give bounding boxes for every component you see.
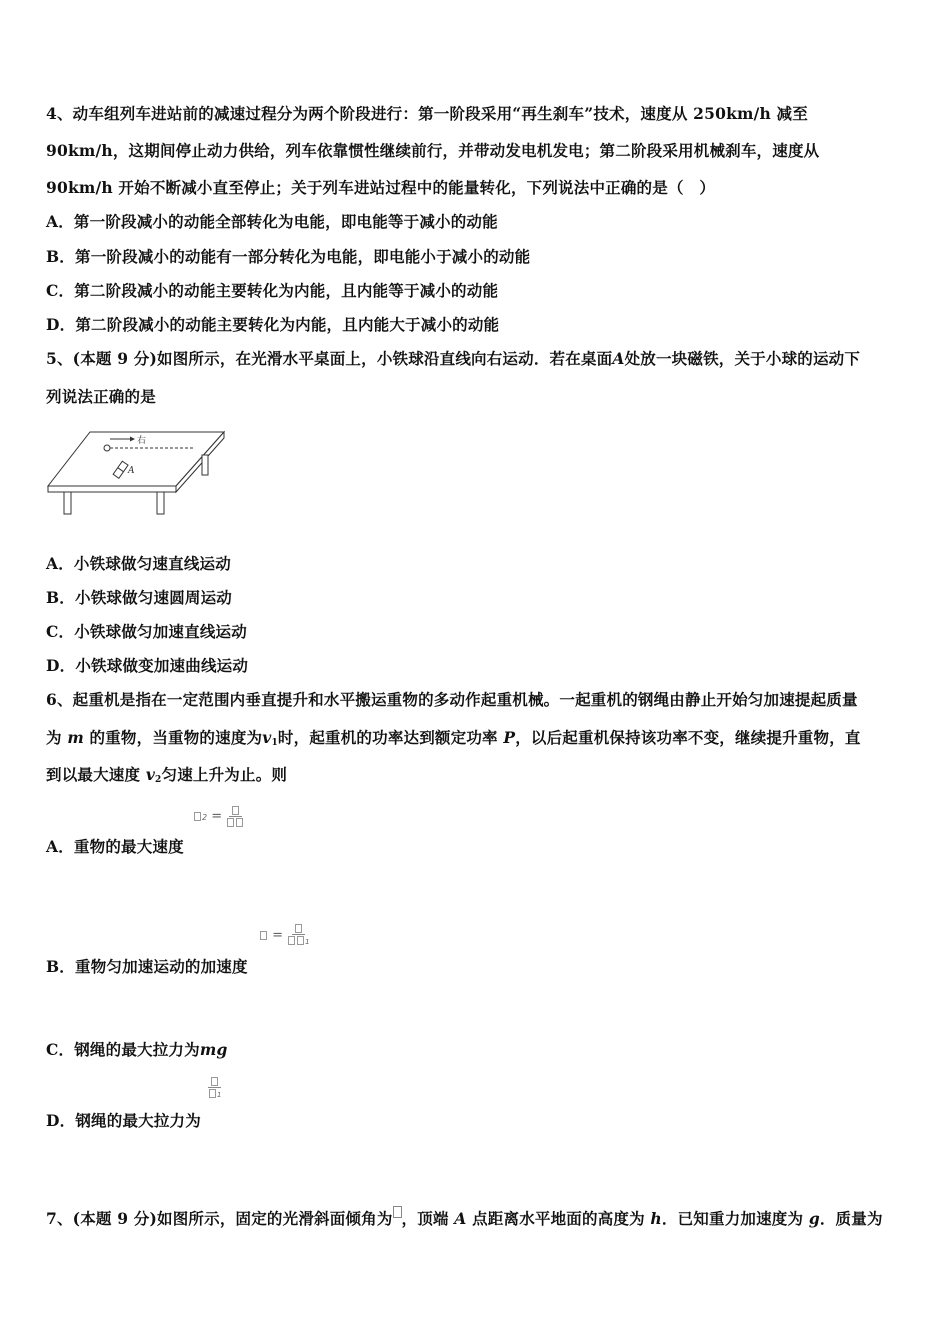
- q6-formula-d: 1: [208, 1077, 221, 1100]
- q4-stem-line-3: 90km/h 开始不断减小直至停止；关于列车进站过程中的能量转化，下列说法中正确的是（ ）: [46, 178, 716, 197]
- q6-option-b: B．重物匀加速运动的加速度: [46, 957, 248, 976]
- q5-stem-line-2: 列说法正确的是: [46, 387, 156, 406]
- table-leg-front-left: [64, 492, 71, 514]
- theta-placeholder: [393, 1206, 402, 1218]
- q5-option-a: A．小铁球做匀速直线运动: [46, 554, 231, 573]
- q4-option-b: B．第一阶段减小的动能有一部分转化为电能，即电能小于减小的动能: [46, 247, 531, 266]
- q6-option-c: C．钢绳的最大拉力为mg: [46, 1040, 228, 1059]
- q4-option-c: C．第二阶段减小的动能主要转化为内能，且内能等于减小的动能: [46, 281, 499, 300]
- q6-option-a: A．重物的最大速度: [46, 837, 184, 856]
- q7-stem-line-1: 7、(本题 9 分)如图所示，固定的光滑斜面倾角为 ，顶端 A 点距离水平地面的高度为 h．已知重力加速度为 g．质量为: [46, 1206, 883, 1229]
- q6-stem-line-1: 6、起重机是指在一定范围内垂直提升和水平搬运重物的多动作起重机械。一起重机的钢绳由静止开始匀加速提起质量: [46, 690, 858, 709]
- q5-stem-line-1: 5、(本题 9 分)如图所示，在光滑水平桌面上，小铁球沿直线向右运动．若在桌面A处放一块磁铁，关于小球的运动下: [46, 349, 861, 368]
- q5-option-b: B．小铁球做匀速圆周运动: [46, 588, 233, 607]
- q4-stem-line-2: 90km/h，这期间停止动力供给，列车依靠惯性继续前行，并带动发电机发电；第二阶段采用机械刹车，速度从: [46, 141, 820, 160]
- direction-label: 右: [137, 436, 147, 446]
- q6-formula-b: = 1: [259, 924, 310, 947]
- q6-formula-a: 2 =: [193, 806, 244, 827]
- q4-stem-line-1: 4、动车组列车进站前的减速过程分为两个阶段进行：第一阶段采用“再生刹车”技术，速度从 250km/h 减至: [46, 104, 808, 123]
- q4-option-d: D．第二阶段减小的动能主要转化为内能，且内能大于减小的动能: [46, 315, 500, 334]
- iron-ball: [104, 445, 110, 451]
- q6-stem-line-2: 为 m 的重物，当重物的速度为$v_1$时，起重机的功率达到额定功率 P，以后起重机保持该功率不变，继续提升重物，直: [46, 728, 861, 748]
- q4-option-a: A．第一阶段减小的动能全部转化为电能，即电能等于减小的动能: [46, 212, 498, 231]
- magnet-label: A: [128, 466, 135, 476]
- q5-option-d: D．小铁球做变加速曲线运动: [46, 656, 249, 675]
- q5-table-figure: [44, 428, 229, 518]
- q6-stem-line-3: 到以最大速度 $v_2$匀速上升为止。则: [46, 765, 288, 785]
- table-leg-back-right: [202, 455, 208, 475]
- q6-option-d: D．钢绳的最大拉力为: [46, 1111, 201, 1130]
- table-leg-front-right: [157, 492, 164, 514]
- table-edge-front: [48, 486, 176, 492]
- q5-option-c: C．小铁球做匀加速直线运动: [46, 622, 247, 641]
- table-top: [48, 432, 224, 486]
